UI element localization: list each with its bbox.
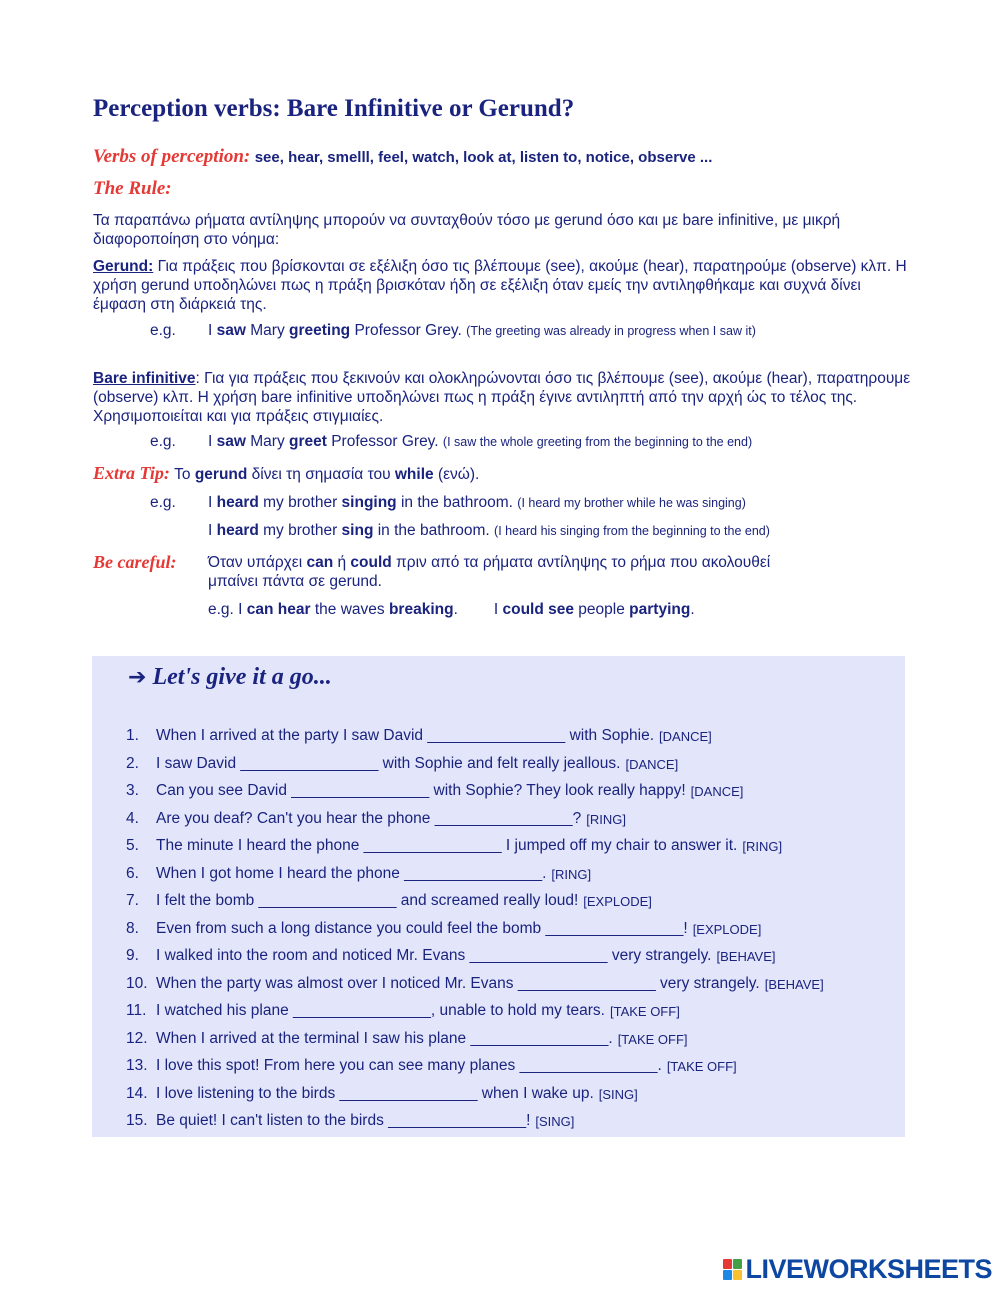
extra-tip-example-2 — [208, 522, 770, 540]
exercise-number: 8. — [126, 919, 139, 937]
example-text: in the bathroom. — [373, 522, 495, 539]
exercise-number: 7. — [126, 892, 139, 909]
liveworksheets-logo — [723, 1254, 992, 1285]
exercise-number: 1. — [126, 727, 139, 744]
exercise-number: 4. — [126, 809, 139, 827]
exercise-number: 5. — [126, 837, 139, 854]
verbs-label: Verbs of perception: — [93, 146, 251, 167]
exercise-hint: [RING] — [742, 839, 783, 854]
example-bold: heard — [216, 522, 259, 539]
exercise-hint: [TAKE OFF] — [609, 1004, 680, 1019]
exercise-hint: [DANCE] — [690, 784, 744, 799]
exercise-item — [126, 1057, 824, 1085]
example-note: (I saw the whole greeting from the beginning to the end) — [442, 435, 753, 449]
exercise-title-text: Let's give it a go... — [152, 664, 332, 690]
eg-label: e.g. — [150, 433, 176, 450]
exercise-item — [126, 837, 824, 865]
exercise-item — [126, 1030, 824, 1058]
exercise-hint: [BEHAVE] — [716, 949, 776, 964]
example-text: I — [208, 494, 217, 511]
logo-text: LIVEWORKSHEETS — [745, 1254, 992, 1284]
exercise-item — [126, 1085, 824, 1113]
careful-bold: could — [350, 554, 392, 571]
tip-text: δίνει τη σημασία του — [247, 466, 395, 483]
exercise-sentence: Are you deaf? Can't you hear the phone ________________? — [156, 809, 582, 827]
bare-infinitive-paragraph — [93, 369, 913, 426]
exercise-number: 13. — [126, 1057, 148, 1074]
example-bold: heard — [216, 494, 259, 511]
exercise-hint: [RING] — [586, 811, 626, 827]
example-text: Mary — [245, 433, 289, 450]
exercise-sentence: When I got home I heard the phone ________________. — [156, 864, 547, 882]
exercise-number: 11. — [126, 1002, 147, 1019]
example-bold: saw — [216, 322, 246, 339]
exercise-hint: [DANCE] — [659, 729, 712, 744]
exercise-list — [126, 727, 824, 1140]
example-bold: singing — [341, 494, 397, 511]
careful-text: πριν από τα ρήματα αντίληψης το ρήμα που ακολουθεί μπαίνει πάντα σε gerund. — [208, 554, 771, 590]
example-text: my brother — [258, 494, 342, 511]
example-text: my brother — [258, 522, 342, 539]
eg-label: e.g. — [150, 322, 176, 339]
exercise-sentence: I love this spot! From here you can see many planes ________________. — [156, 1057, 662, 1074]
tip-text: Το — [169, 466, 195, 483]
example-text: Professor Grey. — [326, 433, 443, 450]
exercise-number: 10. — [126, 974, 148, 992]
exercise-item — [126, 947, 824, 975]
gerund-label: Gerund: — [93, 258, 154, 275]
be-careful-text — [208, 553, 808, 591]
exercise-sentence: Be quiet! I can't listen to the birds ________________! — [156, 1112, 531, 1129]
tip-bold: while — [394, 466, 434, 483]
exercise-item — [126, 782, 824, 810]
be-careful-label: Be careful: — [93, 552, 177, 572]
example-text: the waves — [310, 601, 389, 618]
example-note: (The greeting was already in progress when I saw it) — [466, 324, 756, 338]
exercise-hint: [EXPLODE] — [692, 921, 762, 937]
bare-infinitive-example — [150, 433, 752, 451]
exercise-item — [126, 892, 824, 920]
example-bold: could see — [502, 601, 574, 618]
logo-block — [733, 1259, 742, 1269]
exercise-title — [128, 664, 332, 691]
extra-tip-line — [93, 463, 479, 484]
exercise-sentence: I felt the bomb ________________ and screamed really loud! — [156, 892, 579, 909]
example-text: I — [208, 522, 217, 539]
exercise-number: 6. — [126, 864, 139, 882]
logo-block — [733, 1270, 742, 1280]
verbs-of-perception-line — [93, 146, 712, 168]
exercise-hint: [TAKE OFF] — [666, 1059, 737, 1074]
exercise-item — [126, 727, 824, 755]
example-text: . — [690, 601, 695, 618]
exercise-item — [126, 865, 824, 893]
exercise-sentence: Can you see David ________________ with Sophie? They look really happy! — [156, 782, 686, 799]
exercise-item — [126, 755, 824, 783]
bare-infinitive-text: : Για για πράξεις που ξεκινούν και ολοκληρώνονται όσο τις βλέπουμε (see), ακούμε (hear), παρατηρουμε (observe) κλπ. Η χρήση bare infinitive υποδηλώνει πως η πράξη έγινε αντιληπτή από την αρχή ώς το τέλος της. Χρησιμοποιείται και για πράξεις στιγμιαίες. — [93, 370, 911, 425]
exercise-sentence: When I arrived at the party I saw David ________________ with Sophie. — [156, 727, 655, 744]
example-text: e.g. I — [208, 601, 247, 618]
logo-block — [723, 1259, 732, 1269]
example-text: I — [208, 433, 217, 450]
verbs-list: see, hear, smelll, feel, watch, look at, listen to, notice, observe ... — [254, 149, 713, 166]
example-note: (I heard my brother while he was singing) — [517, 496, 746, 510]
exercise-sentence: Even from such a long distance you could feel the bomb ________________! — [156, 919, 688, 937]
exercise-number: 15. — [126, 1112, 148, 1129]
example-bold: sing — [341, 522, 374, 539]
exercise-number: 14. — [126, 1084, 148, 1102]
careful-text: ή — [333, 554, 351, 571]
tip-text: (ενώ). — [433, 466, 480, 483]
example-bold: partying — [629, 601, 691, 618]
exercise-sentence: When the party was almost over I noticed Mr. Evans ________________ very strangely. — [156, 974, 760, 992]
example-bold: can hear — [246, 601, 311, 618]
example-text: in the bathroom. — [396, 494, 518, 511]
exercise-sentence: The minute I heard the phone ________________ I jumped off my chair to answer it. — [156, 837, 738, 854]
page-title: Perception verbs: Bare Infinitive or Gerund? — [93, 95, 575, 122]
exercise-sentence: I love listening to the birds ________________ when I wake up. — [156, 1084, 594, 1102]
exercise-hint: [BEHAVE] — [764, 976, 824, 992]
rule-intro: Τα παραπάνω ρήματα αντίληψης μπορούν να συνταχθούν τόσο με gerund όσο και με bare infinitive, με μικρή διαφοροποίηση στο νόημα: — [93, 212, 841, 248]
exercise-hint: [SING] — [535, 1114, 575, 1129]
exercise-number: 9. — [126, 947, 139, 964]
exercise-item — [126, 1002, 824, 1030]
example-text: I — [208, 322, 217, 339]
gerund-text: Για πράξεις που βρίσκονται σε εξέλιξη όσο τις βλέπουμε (see), ακούμε (hear), παρατηρούμε (observe) κλπ. Η χρήση gerund υποδηλώνει πως η πράξη βρισκόταν ήδη σε εξέλιξη όταν εμείς την αντιληφθήκαμε και συχνά δίνει έμφαση στη διάρκειά της. — [93, 258, 907, 313]
exercise-number: 2. — [126, 754, 139, 772]
exercise-sentence: I walked into the room and noticed Mr. Evans ________________ very strangely. — [156, 947, 712, 964]
bare-infinitive-label: Bare infinitive — [93, 370, 196, 387]
extra-tip-label: Extra Tip: — [93, 463, 170, 483]
example-note: (I heard his singing from the beginning to the end) — [494, 524, 770, 538]
exercise-sentence: I watched his plane ________________, unable to hold my tears. — [156, 1002, 605, 1019]
example-text: . — [453, 601, 458, 618]
logo-block — [723, 1270, 732, 1280]
exercise-hint: [TAKE OFF] — [617, 1031, 688, 1047]
exercise-item — [126, 810, 824, 838]
logo-mark-icon — [723, 1259, 742, 1280]
example-text: people — [574, 601, 630, 618]
exercise-number: 3. — [126, 782, 139, 799]
example-bold: greeting — [289, 322, 351, 339]
exercise-hint: [DANCE] — [625, 756, 679, 772]
gerund-example — [150, 322, 756, 340]
example-text: I — [493, 601, 503, 618]
careful-text: Όταν υπάρχει — [208, 554, 307, 571]
gerund-paragraph — [93, 257, 913, 314]
exercise-hint: [SING] — [598, 1086, 638, 1102]
extra-tip-example-1 — [150, 494, 746, 512]
example-text: Professor Grey. — [350, 322, 467, 339]
exercise-sentence: When I arrived at the terminal I saw his plane ________________. — [156, 1029, 613, 1047]
example-bold: breaking — [388, 601, 454, 618]
tip-bold: gerund — [194, 466, 248, 483]
example-bold: greet — [289, 433, 327, 450]
eg-label: e.g. — [150, 494, 176, 511]
careful-bold: can — [306, 554, 334, 571]
arrow-icon: ➔ — [128, 665, 147, 690]
be-careful-example — [208, 601, 695, 619]
exercise-number: 12. — [126, 1029, 148, 1047]
exercise-hint: [EXPLODE] — [583, 894, 652, 909]
example-bold: saw — [216, 433, 246, 450]
exercise-item — [126, 975, 824, 1003]
exercise-hint: [RING] — [551, 866, 592, 882]
exercise-item — [126, 920, 824, 948]
example-text: Mary — [245, 322, 289, 339]
exercise-sentence: I saw David ________________ with Sophie and felt really jeallous. — [156, 754, 621, 772]
rule-label: The Rule: — [93, 178, 172, 199]
exercise-item — [126, 1112, 824, 1140]
